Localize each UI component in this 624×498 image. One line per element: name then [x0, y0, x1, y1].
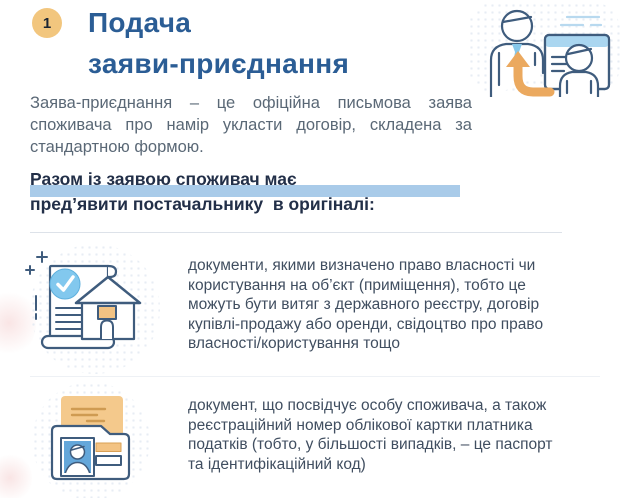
list-item-text	[188, 256, 612, 354]
requirements-heading-line: пред’явити постачальнику в оригіналі:	[30, 194, 375, 214]
item-text-line: користування на об’єкт (приміщення), тобто це	[188, 276, 526, 294]
item-text-line: та ідентифікаційний код)	[188, 455, 366, 473]
intro-line: стандартною формою.	[30, 138, 204, 156]
item-text-line: власності/користування тощо	[188, 335, 400, 352]
item-text-line: купівлі-продажу або оренди, свідоцтво про право	[188, 315, 544, 333]
item-text-line: можуть бути витяг з державного реєстру, договір	[188, 296, 540, 313]
id-card-passport-icon	[25, 384, 170, 498]
requirements-heading	[30, 167, 375, 217]
step-number: 1	[42, 14, 52, 32]
item-text-line: реєстраційний номер облікової картки платника	[188, 416, 533, 434]
item-text-line: документ, що посвідчує особу споживача, а також	[188, 397, 547, 414]
list-item-icon-wrap	[25, 384, 170, 498]
page-title	[88, 2, 349, 84]
consumer-supplier-handover-icon	[467, 1, 617, 97]
page-title-line: Подача	[88, 7, 192, 38]
list-item-icon-wrap	[20, 246, 175, 371]
intro-line: споживача про намір укласти договір, складена за	[30, 116, 472, 134]
intro-line: Заява-приєднання – це офіційна письмова заява	[30, 94, 472, 112]
item-text-line: документи, якими визначено право власності чи	[188, 257, 536, 274]
item-text-line: податків (тобто, у більшості випадків, – це паспорт	[188, 436, 553, 453]
divider	[30, 232, 562, 233]
list-item-text	[188, 396, 612, 474]
divider	[30, 376, 600, 377]
step-number-badge	[32, 8, 62, 38]
header-illustration	[462, 0, 622, 98]
requirements-heading-line: Разом із заявою споживач має	[30, 169, 297, 189]
property-ownership-document-house-icon	[20, 246, 175, 371]
page-title-line: заяви-приєднання	[88, 48, 350, 79]
intro-paragraph	[30, 92, 472, 158]
